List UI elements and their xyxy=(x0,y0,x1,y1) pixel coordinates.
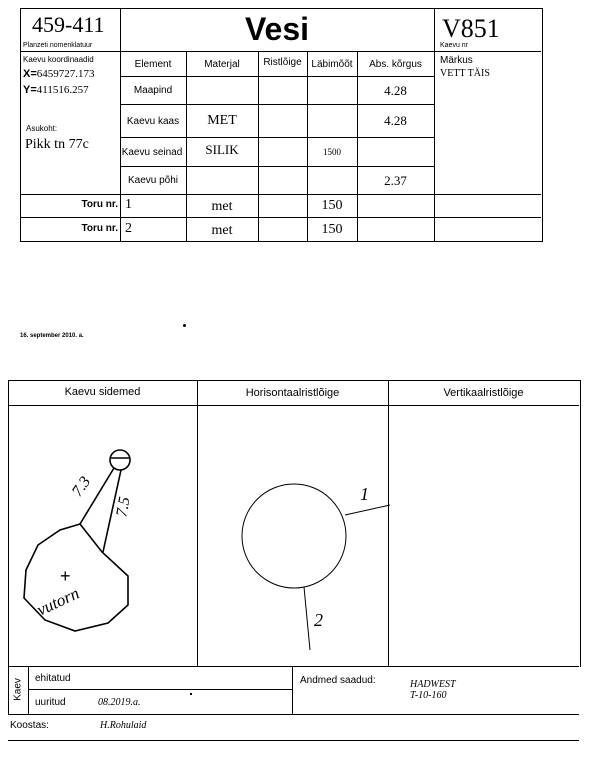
row-diameter: 1500 xyxy=(323,147,341,157)
surveyed-value: 08.2019.a. xyxy=(98,697,141,708)
pipe-number: 1 xyxy=(125,197,132,212)
divider xyxy=(292,666,293,714)
col-header-cross: Ristlõige xyxy=(263,56,302,68)
remarks-value: VETT TÄIS xyxy=(440,68,490,79)
divider xyxy=(8,740,579,741)
annotation-pipe-1: 1 xyxy=(360,484,369,504)
row-element: Kaevu seinad xyxy=(121,146,183,158)
annotation-distance-b: 7.5 xyxy=(113,495,134,519)
surveyed-label: uuritud xyxy=(35,697,66,708)
coordinates-label: Kaevu koordinaadid xyxy=(23,55,94,64)
row-height: 4.28 xyxy=(384,82,407,98)
pipe-label: Toru nr. xyxy=(81,199,118,210)
y-value: 411516.257 xyxy=(36,84,89,96)
x-label: X= xyxy=(23,68,37,80)
panel-title-connections: Kaevu sidemed xyxy=(64,386,141,398)
pipe-material: met xyxy=(211,199,233,214)
date-line: 16. september 2010. a. xyxy=(20,333,84,339)
location-value: Pikk tn 77c xyxy=(25,137,89,152)
data-source-value-1: HADWEST xyxy=(410,679,456,690)
divider xyxy=(28,666,29,714)
col-header-material: Materjal xyxy=(204,58,240,70)
data-source-value-2: T-10-160 xyxy=(410,690,447,701)
col-header-element: Element xyxy=(134,58,172,70)
row-material: SILIK xyxy=(205,142,239,157)
nomenclature-code: 459-411 xyxy=(32,12,105,37)
annotation-building: vutorn xyxy=(33,583,83,620)
pipe-number: 2 xyxy=(125,221,132,236)
panel-title-vertical: Vertikaalristlõige xyxy=(443,387,524,399)
annotation-distance-a: 7.3 xyxy=(68,473,95,500)
pipe-material: met xyxy=(211,223,233,238)
horizontal-section-circle xyxy=(242,484,346,588)
annotation-pipe-2: 2 xyxy=(314,610,323,630)
panel-title-horizontal: Horisontaalristlõige xyxy=(245,387,340,399)
y-label: Y= xyxy=(23,84,37,96)
stray-mark xyxy=(190,693,192,695)
row-element: Maapind xyxy=(133,85,173,96)
row-element: Kaevu põhi xyxy=(127,175,179,186)
row-height: 4.28 xyxy=(384,113,407,128)
divider xyxy=(8,714,579,715)
kaev-label: Kaev xyxy=(12,678,24,701)
well-symbol xyxy=(110,450,130,470)
author-value: H.Rohulaid xyxy=(100,720,147,731)
well-id: V851 xyxy=(442,14,500,43)
pipe-label: Toru nr. xyxy=(81,223,118,234)
well-id-label: Kaevu nr xyxy=(440,42,469,49)
author-label: Koostas: xyxy=(10,720,49,731)
divider xyxy=(28,689,292,690)
pipe-diameter: 150 xyxy=(321,198,343,213)
remarks-label: Märkus xyxy=(440,55,473,66)
data-source-label: Andmed saadud: xyxy=(300,675,376,686)
col-header-diameter: Läbimõõt xyxy=(311,58,353,70)
nomenclature-label: Planzeti nomenklatuur xyxy=(23,42,93,49)
divider xyxy=(8,666,9,714)
pipe-line-2 xyxy=(304,587,310,650)
row-height: 2.37 xyxy=(384,172,407,188)
pipe-diameter: 150 xyxy=(321,222,343,237)
footer-frame xyxy=(8,666,579,667)
col-header-height: Abs. kõrgus xyxy=(369,58,422,70)
row-element: Kaevu kaas xyxy=(126,115,180,127)
built-label: ehitatud xyxy=(35,673,71,684)
location-label: Asukoht: xyxy=(26,124,58,133)
row-material: MET xyxy=(207,113,237,128)
pipe-line-1 xyxy=(345,505,390,515)
page-title: Vesi xyxy=(244,11,310,47)
annotation-plus: + xyxy=(60,566,71,586)
x-value: 6459727.173 xyxy=(36,68,95,80)
